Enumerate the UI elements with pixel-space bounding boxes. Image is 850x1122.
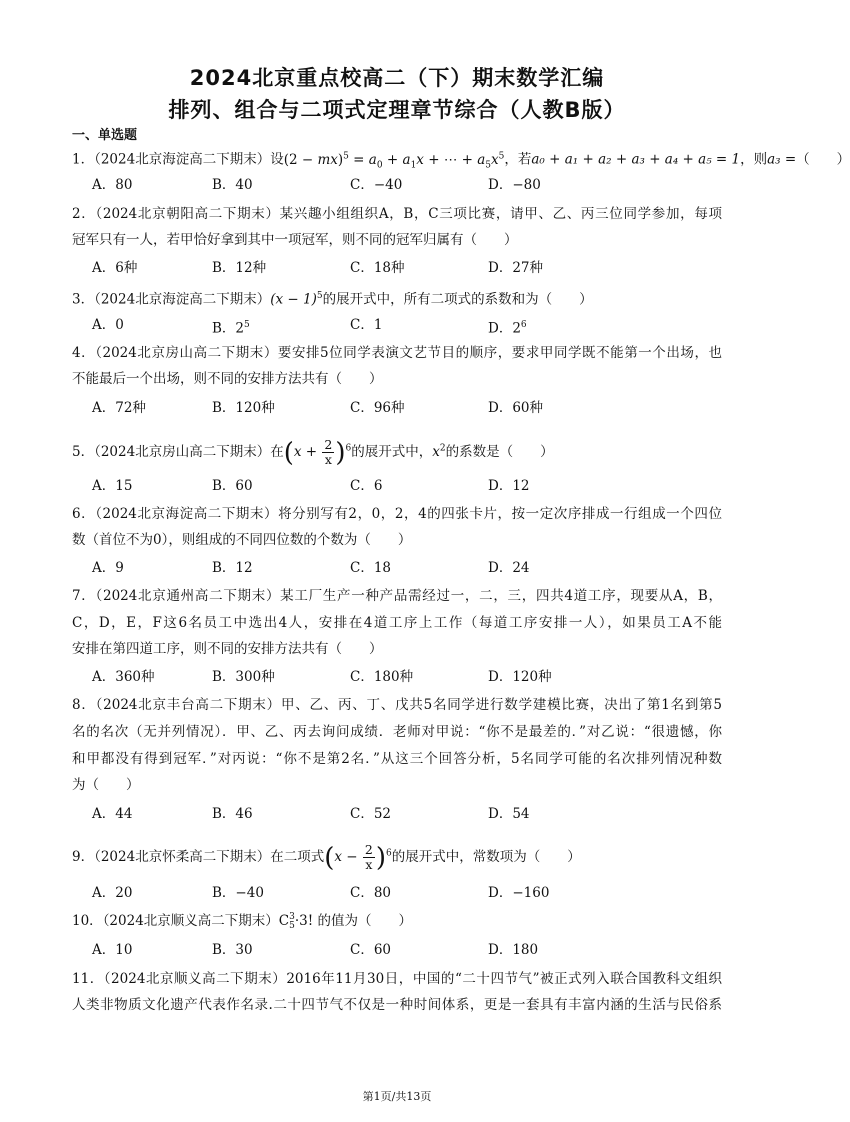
option-b[interactable]: B．46	[212, 806, 253, 822]
question-source: （2024北京通州高二下期末）	[95, 588, 281, 604]
question-2	[72, 205, 722, 223]
math-expression	[279, 913, 313, 929]
question-text: 不能最后一个出场，则不同的安排方法共有（ ）	[72, 371, 383, 387]
question-5	[72, 438, 554, 467]
options-row	[92, 399, 732, 417]
expr-exponent: 5	[244, 320, 250, 330]
option-c[interactable]: C．1	[350, 317, 383, 333]
option-a[interactable]: A．15	[92, 478, 133, 494]
question-number: 7．	[72, 588, 96, 604]
option-d[interactable]: D．120种	[488, 669, 552, 685]
math-expression: $(2 - mx)^5 = a_0 + a_1x$ + ⋯ + $a_5x^5$	[283, 151, 505, 171]
expr-exponent: 6	[385, 848, 392, 859]
option-b[interactable]: B．−40	[212, 885, 264, 901]
expr-part: ·3!	[294, 913, 314, 929]
option-d[interactable]: D．−160	[488, 885, 550, 901]
question-text: 甲、乙、丙、丁、戊共5名同学进行数学建模比赛，决出了第1名到第5	[280, 697, 722, 713]
question-source: （2024北京顺义高二下期末）	[103, 971, 287, 987]
expr-exponent: 2	[439, 443, 446, 454]
question-text: 的展开式中，常数项为（ ）	[391, 849, 581, 865]
expr-part: mx	[317, 151, 338, 168]
question-number: 6．	[72, 506, 96, 522]
expr-part: x −	[334, 849, 362, 865]
expr-superscript: 3	[289, 911, 295, 922]
question-text: 2016年11月30日，中国的“二十四节气”被正式列入联合国教科文组织	[286, 971, 722, 987]
math-expression: (x − 1)	[270, 291, 317, 308]
question-number: 1．	[72, 151, 95, 168]
fraction-numerator: 2	[324, 437, 333, 452]
option-a[interactable]: A．6种	[92, 260, 138, 276]
expr-exponent: 5	[498, 151, 505, 161]
option-b[interactable]: B．120种	[212, 400, 275, 416]
question-text: 冠军只有一人，若甲恰好拿到其中一项冠军，则不同的冠军归属有（ ）	[72, 232, 518, 248]
question-text: 数（首位不为0），则组成的不同四位数的个数为（ ）	[72, 532, 412, 548]
option-text: B．2	[212, 320, 245, 337]
option-d[interactable]: D．−80	[488, 177, 541, 193]
question-text: 的展开式中，所有二项式的系数和为（ ）	[322, 291, 593, 308]
question-8	[72, 696, 722, 714]
options-row	[92, 176, 732, 194]
option-d[interactable]: D．24	[488, 560, 530, 576]
math-expression	[283, 437, 352, 468]
expr-exponent: 6	[520, 320, 527, 330]
question-number: 3．	[72, 291, 95, 308]
expr-part: a	[368, 151, 377, 168]
question-1	[72, 147, 850, 174]
options-row	[92, 884, 732, 902]
question-text: 安排在第四道工序，则不同的安排方法共有（ ）	[72, 641, 383, 657]
option-b[interactable]: B．12	[212, 560, 253, 576]
option-a[interactable]: A．72种	[92, 400, 146, 416]
question-number: 4．	[72, 345, 96, 361]
question-4	[72, 344, 722, 362]
question-source: （2024北京房山高二下期末）	[94, 444, 271, 460]
question-text: 的展开式中，	[351, 444, 433, 460]
option-a[interactable]: A．0	[92, 317, 124, 333]
question-text: 的值为（ ）	[317, 913, 412, 929]
fraction-numerator: 2	[364, 842, 373, 857]
question-11	[72, 970, 722, 988]
option-b[interactable]: B．12种	[212, 260, 267, 276]
option-a[interactable]: A．360种	[92, 669, 155, 685]
question-number: 8．	[72, 697, 96, 713]
paren-right: )	[375, 843, 386, 873]
section-heading: 一、单选题	[72, 128, 138, 143]
fraction	[322, 438, 334, 467]
option-c[interactable]: C．96种	[350, 400, 405, 416]
expr-part: a	[402, 151, 411, 168]
question-source: （2024北京海淀高二下期末）	[94, 291, 271, 308]
expr-part: x	[416, 151, 424, 168]
question-3	[72, 287, 593, 309]
question-source: （2024北京房山高二下期末）	[95, 345, 278, 361]
question-text: （ ）	[796, 151, 850, 168]
paren-left: (	[324, 843, 335, 873]
option-a[interactable]: A．9	[92, 560, 124, 576]
option-a[interactable]: A．20	[92, 885, 133, 901]
option-a[interactable]: A．80	[92, 177, 133, 193]
option-c[interactable]: C．−40	[350, 177, 403, 193]
expr-exponent: 6	[345, 443, 352, 454]
math-expression: a₀ + a₁ + a₂ + a₃ + a₄ + a₅ = 1	[531, 151, 741, 168]
question-source: （2024北京顺义高二下期末）	[102, 913, 279, 929]
question-10	[72, 912, 412, 931]
question-text: 某兴趣小组组织A，B，C三项比赛，请甲、乙、丙三位同学参加，每项	[279, 206, 722, 222]
page-footer: 第1页/共13页	[362, 1090, 432, 1103]
question-number: 11．	[72, 971, 104, 987]
expr-part: +	[382, 151, 403, 168]
paren-right: )	[335, 438, 346, 468]
expr-part: x	[491, 151, 499, 168]
question-text: C，D，E，F这6名员工中选出4人，安排在4道工序上工作（每道工序安排一人），如果员工A不能	[72, 615, 722, 631]
fraction-denominator: x	[365, 857, 373, 872]
option-b[interactable]: B．40	[212, 177, 253, 193]
question-number: 2．	[72, 206, 96, 222]
option-d[interactable]: D．180	[488, 942, 539, 958]
expr-part: (2 −	[283, 151, 318, 168]
option-a[interactable]: A．44	[92, 806, 133, 822]
option-text: D．2	[488, 320, 521, 337]
question-9	[72, 843, 581, 872]
options-row	[92, 941, 732, 959]
question-text: 要安排5位同学表演文艺节目的顺序，要求甲同学既不能第一个出场，也	[277, 345, 722, 361]
question-text: ，若	[504, 151, 532, 168]
question-6	[72, 505, 722, 523]
question-text: 名的名次（无并列情况）．甲、乙、丙去询问成绩．老师对甲说：“你不是最差的．”对乙说：“很遗憾，你	[72, 724, 722, 740]
paren-left: (	[283, 438, 294, 468]
options-row	[92, 477, 732, 495]
question-number: 9．	[72, 849, 95, 865]
option-c[interactable]: C．18种	[350, 260, 405, 276]
expr-subscript: 1	[410, 160, 417, 171]
options-row	[92, 668, 732, 686]
question-text: 设	[270, 151, 284, 168]
option-b[interactable]: B．60	[212, 478, 253, 494]
expr-part: + ⋯ +	[423, 151, 478, 168]
math-expression: x	[432, 444, 440, 460]
option-b[interactable]: B．30	[212, 942, 253, 958]
question-text: 在	[270, 444, 284, 460]
question-text: 在二项式	[270, 849, 325, 865]
option-c[interactable]: C．18	[350, 560, 392, 576]
option-d[interactable]: D．27种	[488, 260, 544, 276]
math-expression	[324, 842, 392, 873]
question-text: 人类非物质文化遗产代表作名录.二十四节气不仅是一种时间体系，更是一套具有丰富内涵的生活与民俗系	[72, 997, 722, 1013]
question-number: 10．	[72, 913, 103, 929]
option-c[interactable]: C．60	[350, 942, 392, 958]
expr-subscript: 5	[485, 160, 492, 171]
question-text: 某工厂生产一种产品需经过一，二，三，四共4道工序，现要从A，B，	[280, 588, 722, 604]
page-title: 2024北京重点校高二（下）期末数学汇编	[189, 66, 605, 90]
fraction	[363, 843, 375, 872]
expr-part: C	[278, 913, 290, 929]
question-source: （2024北京怀柔高二下期末）	[94, 849, 271, 865]
option-d[interactable]: D．60种	[488, 400, 544, 416]
expr-part: x +	[293, 444, 322, 460]
option-b[interactable]: B．300种	[212, 669, 275, 685]
option-d[interactable]	[488, 316, 527, 338]
options-row	[92, 559, 732, 577]
question-7	[72, 587, 722, 605]
option-c[interactable]: C．6	[350, 478, 383, 494]
expr-subscript: 0	[376, 160, 383, 171]
options-row	[92, 259, 732, 277]
option-c[interactable]: C．80	[350, 885, 392, 901]
question-text: ，则	[740, 151, 768, 168]
options-row	[92, 805, 732, 823]
math-expression: a₃ =	[767, 151, 797, 168]
options-row	[92, 316, 732, 337]
option-a[interactable]: A．10	[92, 942, 133, 958]
question-number: 5．	[72, 444, 95, 460]
option-b[interactable]	[212, 316, 250, 338]
question-text: 的系数是（ ）	[445, 444, 554, 460]
option-d[interactable]: D．54	[488, 806, 530, 822]
option-c[interactable]: C．52	[350, 806, 392, 822]
question-source: （2024北京丰台高二下期末）	[95, 697, 281, 713]
page-subtitle: 排列、组合与二项式定理章节综合（人教B版）	[168, 98, 626, 122]
expr-exponent: 5	[316, 291, 323, 301]
question-text: 将分别写有2，0，2，4的四张卡片，按一定次序排成一行组成一个四位	[278, 506, 722, 522]
expr-exponent: 5	[343, 151, 349, 161]
expr-subscript: 5	[289, 920, 295, 931]
expr-part: )	[337, 151, 344, 168]
question-text: 和甲都没有得到冠军．”对丙说：“你不是第2名．”从这三个回答分析，5名同学可能的名次排列情况种数	[72, 751, 722, 767]
option-d[interactable]: D．12	[488, 478, 530, 494]
expr-part: a	[477, 151, 486, 168]
question-source: （2024北京海淀高二下期末）	[94, 151, 271, 168]
question-source: （2024北京海淀高二下期末）	[95, 506, 279, 522]
fraction-denominator: x	[324, 452, 332, 467]
question-text: 为（ ）	[72, 777, 140, 793]
option-c[interactable]: C．180种	[350, 669, 414, 685]
question-source: （2024北京朝阳高二下期末）	[95, 206, 280, 222]
